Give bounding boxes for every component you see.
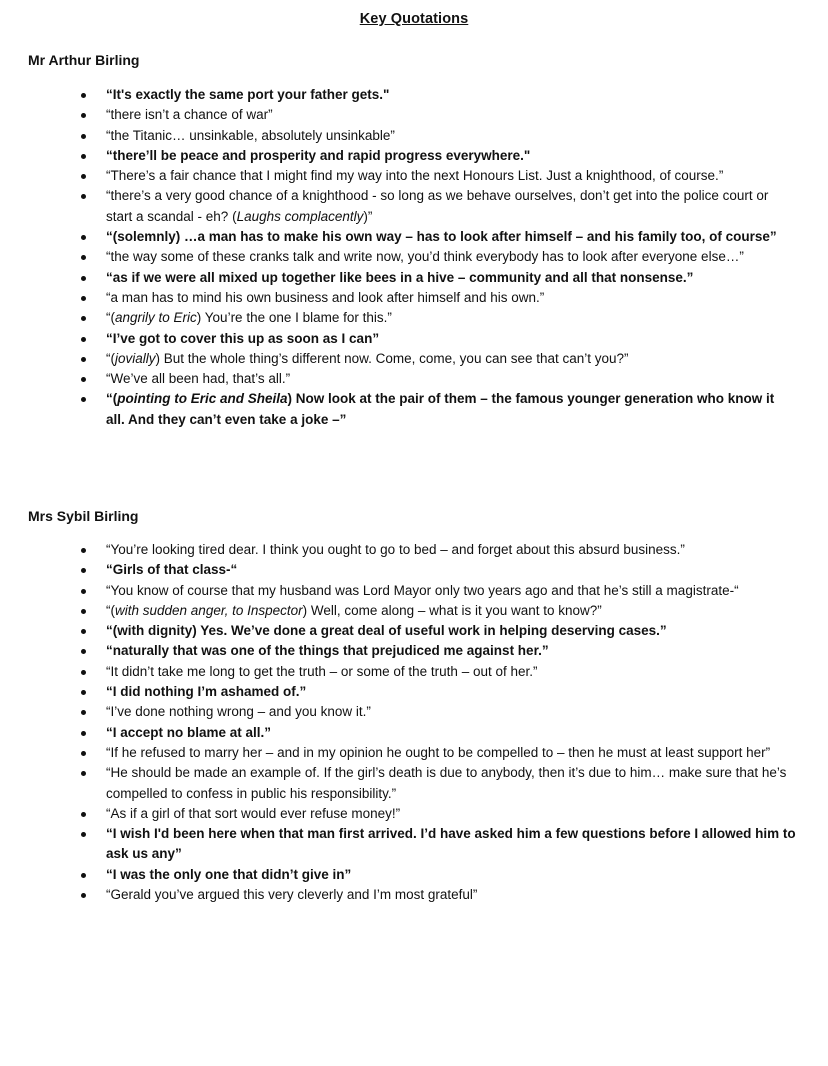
quote-text: “I’ve got to cover this up as soon as I can” (106, 330, 380, 346)
quote-item (106, 540, 796, 560)
quote-text: )” (363, 208, 373, 224)
quote-item (106, 247, 796, 267)
section-heading-arthur-birling: Mr Arthur Birling (28, 52, 140, 68)
quote-item (106, 743, 796, 763)
quote-item (106, 885, 796, 905)
quote-text: ) Well, come along – what is it you want to know?” (302, 602, 602, 618)
quote-item (106, 126, 796, 146)
stage-direction: with sudden anger, to Inspector (115, 602, 303, 618)
quote-item (106, 308, 796, 328)
quote-item (106, 804, 796, 824)
quote-text: “Gerald you’ve argued this very cleverly and I’m most grateful” (106, 887, 478, 903)
quote-text: “I’ve done nothing wrong – and you know it.” (106, 704, 371, 720)
quote-item (106, 723, 796, 743)
quote-text: “There’s a fair chance that I might find my way into the next Honours List. Just a knighthood, of course.” (106, 168, 724, 184)
quote-text: ) You’re the one I blame for this.” (196, 310, 392, 326)
stage-direction: Laughs complacently (236, 208, 364, 224)
quote-item (106, 349, 796, 369)
quote-text: “I accept no blame at all.” (106, 724, 272, 740)
quote-text: “I wish I'd been here when that man first arrived. I’d have asked him a few questions before I allowed him to ask us any” (106, 826, 796, 862)
quote-item (106, 662, 796, 682)
stage-direction: angrily to Eric (115, 310, 197, 326)
quote-text: “As if a girl of that sort would ever refuse money!” (106, 805, 401, 821)
quote-text: ) But the whole thing’s different now. Come, come, you can see that can’t you?” (155, 350, 629, 366)
quote-text: “Girls of that class-“ (106, 562, 238, 578)
quote-text: “(with dignity) Yes. We’ve done a great deal of useful work in helping deserving cases.” (106, 623, 667, 639)
section-heading-sybil-birling: Mrs Sybil Birling (28, 508, 139, 524)
quote-item (106, 288, 796, 308)
quote-text: “( (106, 310, 115, 326)
quote-text: “It didn’t take me long to get the truth – or some of the truth – out of her.” (106, 663, 538, 679)
quote-text: “( (106, 391, 118, 407)
quote-item (106, 146, 796, 166)
quote-item (106, 682, 796, 702)
quote-text: “(solemnly) …a man has to make his own way – has to look after himself – and his family too, of course” (106, 229, 777, 245)
quote-text: “the way some of these cranks talk and write now, you’d think everybody has to look after everyone else…” (106, 249, 744, 265)
quote-item (106, 641, 796, 661)
quote-item (106, 369, 796, 389)
quote-item (106, 702, 796, 722)
quote-item (106, 560, 796, 580)
quote-text: “a man has to mind his own business and look after himself and his own.” (106, 289, 545, 305)
quote-item (106, 186, 796, 227)
quote-item (106, 824, 796, 865)
quote-text: “I was the only one that didn’t give in” (106, 866, 352, 882)
quote-text: “I did nothing I’m ashamed of.” (106, 684, 307, 700)
quote-text: “there’s a very good chance of a knighthood - so long as we behave ourselves, don’t get into the police court or start a scandal - eh? ( (106, 188, 769, 224)
quote-item (106, 166, 796, 186)
quote-item (106, 105, 796, 125)
quote-text: “naturally that was one of the things that prejudiced me against her.” (106, 643, 549, 659)
quote-text: “there’ll be peace and prosperity and rapid progress everywhere." (106, 147, 531, 163)
quote-item (106, 763, 796, 804)
quote-text: ) Now look at the pair of them – the famous younger generation who know it all. And they can’t even take a joke –” (106, 391, 775, 427)
quote-text: “as if we were all mixed up together like bees in a hive – community and all that nonsense.” (106, 269, 694, 285)
quote-text: “He should be made an example of. If the girl’s death is due to anybody, then it’s due to him… make sure that he’s compelled to confess in public his responsibility.” (106, 765, 787, 801)
quote-item (106, 865, 796, 885)
quote-item (106, 85, 796, 105)
quote-item (106, 581, 796, 601)
arthur-birling-quote-list (106, 85, 796, 430)
quote-text: “( (106, 602, 115, 618)
quote-item (106, 268, 796, 288)
quote-text: “We’ve all been had, that’s all.” (106, 371, 291, 387)
quote-text: “the Titanic… unsinkable, absolutely unsinkable” (106, 127, 395, 143)
quote-text: “there isn’t a chance of war” (106, 107, 273, 123)
quote-text: “It's exactly the same port your father gets." (106, 87, 390, 102)
quote-item (106, 621, 796, 641)
quote-item (106, 389, 796, 430)
quote-item (106, 329, 796, 349)
stage-direction: jovially (115, 350, 156, 366)
quote-text: “You know of course that my husband was Lord Mayor only two years ago and that he’s still a magistrate-“ (106, 582, 739, 598)
quote-text: “You’re looking tired dear. I think you ought to go to bed – and forget about this absurd business.” (106, 542, 685, 557)
sybil-birling-quote-list (106, 540, 796, 905)
page-title: Key Quotations (359, 11, 469, 27)
stage-direction: pointing to Eric and Sheila (117, 391, 288, 407)
quote-item (106, 601, 796, 621)
quote-text: “( (106, 350, 115, 366)
quote-item (106, 227, 796, 247)
quote-text: “If he refused to marry her – and in my opinion he ought to be compelled to – then he must at least support her” (106, 744, 771, 760)
